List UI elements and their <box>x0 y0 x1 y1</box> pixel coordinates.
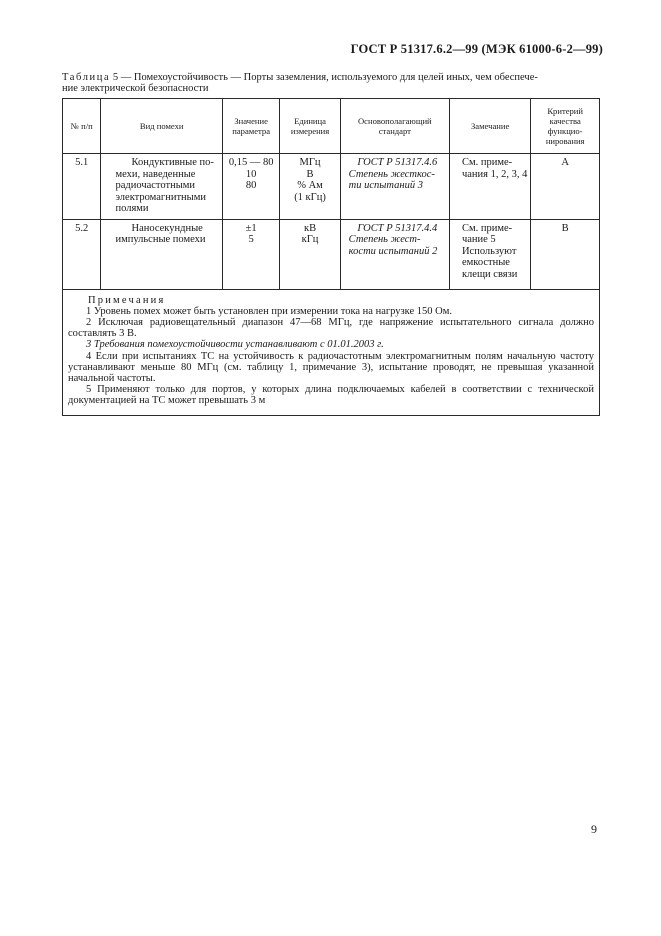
row-type: Наносекундные импульсные помехи <box>101 219 222 289</box>
header-num: № п/п <box>63 99 101 154</box>
immunity-table <box>62 98 600 416</box>
row-units: МГц В % Ам (1 кГц) <box>280 154 340 220</box>
header-unit: Единица измерения <box>280 99 340 154</box>
document-header: ГОСТ Р 51317.6.2—99 (МЭК 61000-6-2—99) <box>350 42 603 56</box>
row-note: См. приме- чания 1, 2, 3, 4 <box>449 154 530 220</box>
notes-block <box>63 289 600 415</box>
row-standard: ГОСТ Р 51317.4.4 Степень жест- кости испытаний 2 <box>340 219 449 289</box>
row-num: 5.2 <box>63 219 101 289</box>
row-type: Кондуктивные по- мехи, наведенные радиочастотными электромагнитными полями <box>101 154 222 220</box>
page-number: 9 <box>591 822 597 836</box>
header-criterion: Критерий качества функцио- нирования <box>531 99 600 154</box>
header-standard: Основополагающий стандарт <box>340 99 449 154</box>
note-4: 4 Если при испытаниях ТС на устойчивость к радиочастотным электромагнитным полям начальную частоту устанавливают меньше 80 МГц (см. таблицу 1, примечание 3), испытание проводят, не превышая указанной начальной частоты. <box>68 350 594 384</box>
row-criterion: В <box>531 219 600 289</box>
table-row <box>63 219 600 289</box>
caption-line2: ние электрической безопасности <box>62 83 209 94</box>
row-units: кВ кГц <box>280 219 340 289</box>
table-caption <box>62 72 600 94</box>
header-value: Значение параметра <box>222 99 280 154</box>
row-note: См. приме- чание 5 Используют емкостные клещи связи <box>449 219 530 289</box>
header-type: Вид помехи <box>101 99 222 154</box>
caption-word: Таблица <box>62 72 111 83</box>
header-note: Замечание <box>449 99 530 154</box>
row-standard: ГОСТ Р 51317.4.6 Степень жесткос- ти испытаний 3 <box>340 154 449 220</box>
notes-title: Примечания <box>88 294 166 306</box>
table-row <box>63 154 600 220</box>
caption-text: 5 — Помехоустойчивость — Порты заземления, используемого для целей иных, чем обеспече- <box>112 72 538 83</box>
note-5: 5 Применяют только для портов, у которых длина подключаемых кабелей в соответствии с технической документацией на ТС может превышать 3 м <box>68 384 594 407</box>
notes-row <box>63 289 600 415</box>
row-values: 0,15 — 80 10 80 <box>222 154 280 220</box>
row-criterion: А <box>531 154 600 220</box>
note-1: 1 Уровень помех может быть установлен при измерении тока на нагрузке 150 Ом. <box>86 305 453 317</box>
table-header-row <box>63 99 600 154</box>
row-values: ±1 5 <box>222 219 280 289</box>
note-3: 3 Требования помехоустойчивости устанавливают с 01.01.2003 г. <box>86 339 384 351</box>
row-num: 5.1 <box>63 154 101 220</box>
note-2: 2 Исключая радиовещательный диапазон 47—68 МГц, где напряжение испытательного сигнала должно составлять 3 В. <box>68 316 594 340</box>
